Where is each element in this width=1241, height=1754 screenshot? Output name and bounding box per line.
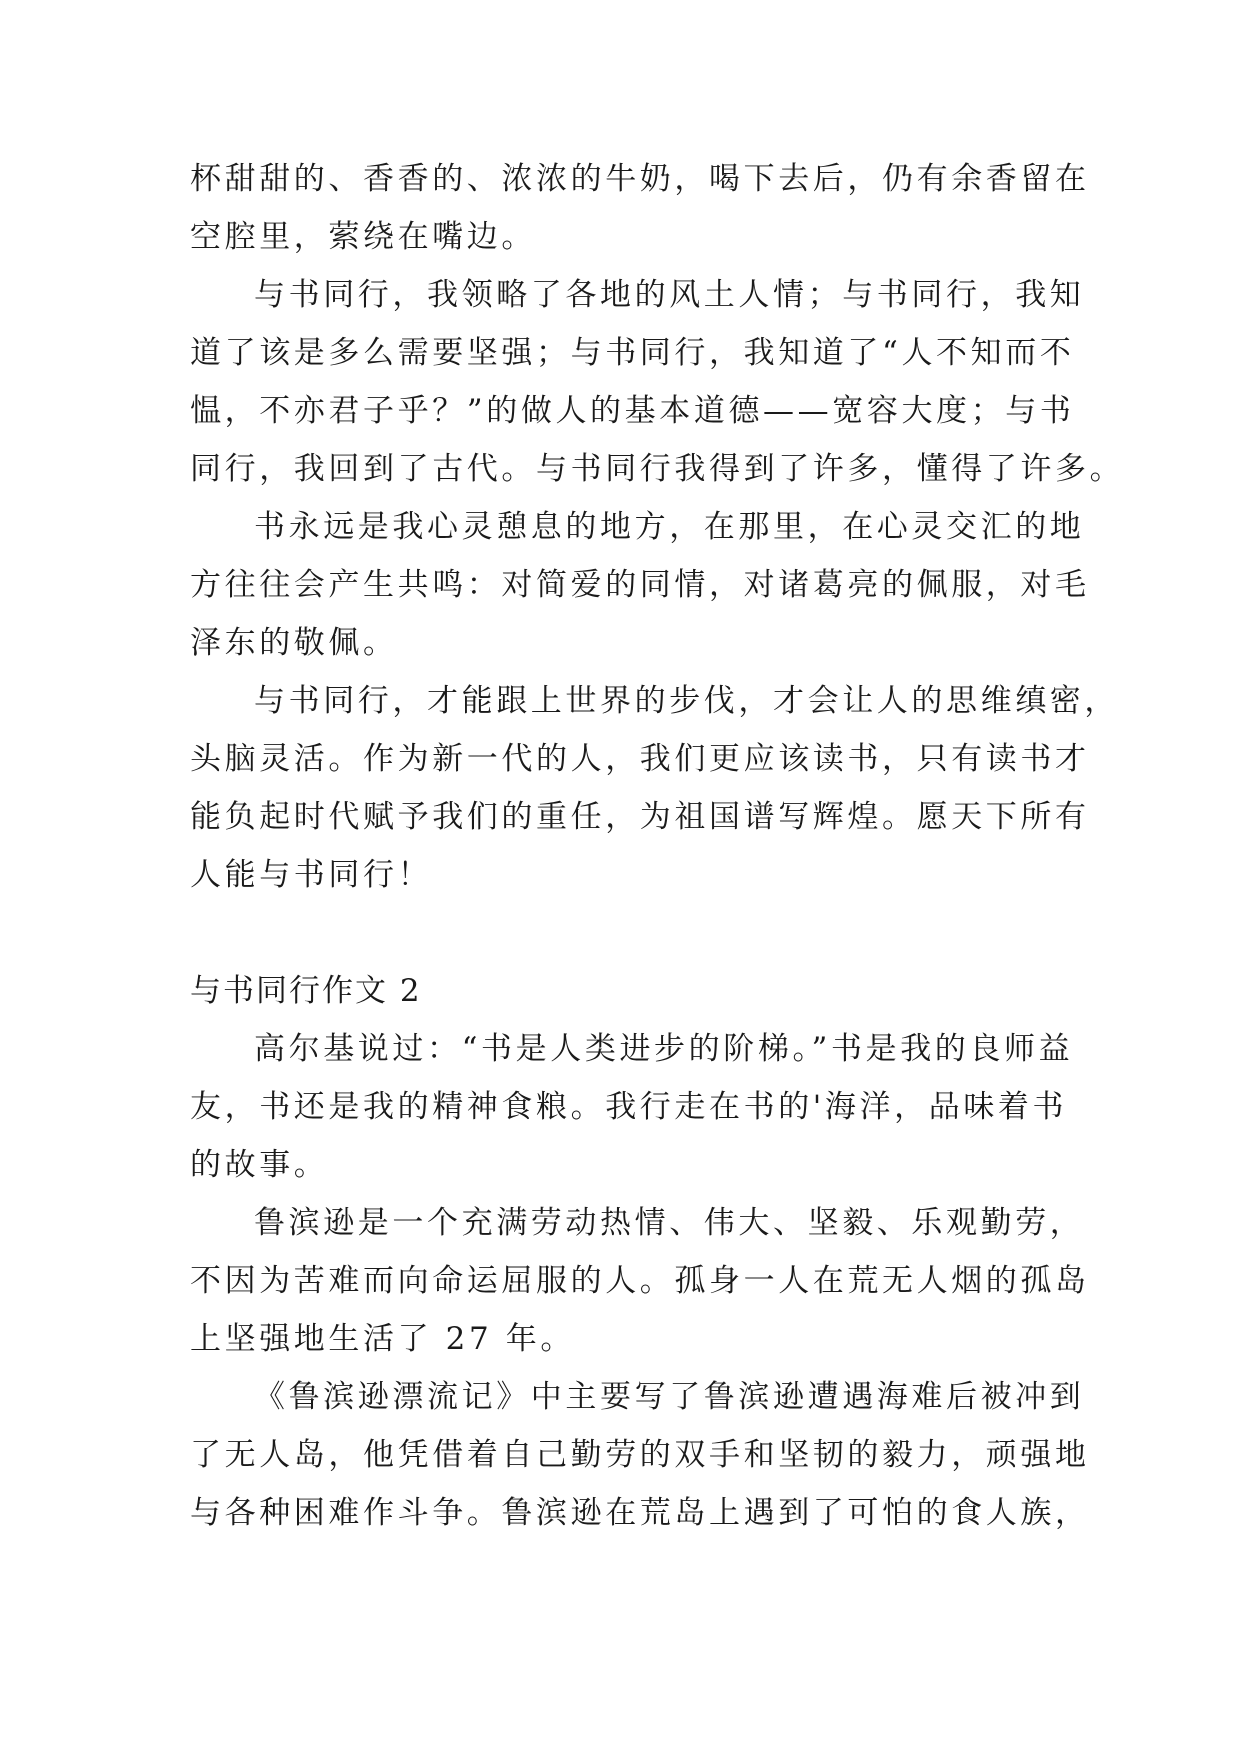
paragraph-line: 与书同行，才能跟上世界的步伐，才会让人的思维缜密，: [254, 683, 1119, 719]
section-title: 与书同行作文 2: [190, 973, 422, 1009]
paragraph-3: [190, 498, 1090, 672]
paragraph-7: [190, 1368, 1090, 1542]
document-page: [190, 150, 1125, 1542]
paragraph-line: 空腔里，萦绕在嘴边。: [190, 219, 536, 255]
paragraph-line: 愠，不亦君子乎？”的做人的基本道德——宽容大度；与书: [190, 393, 1075, 429]
paragraph-line: 的故事。: [190, 1147, 329, 1183]
paragraph-line: 同行，我回到了古代。与书同行我得到了许多，懂得了许多。: [190, 451, 1125, 487]
paragraph-6: [190, 1194, 1090, 1368]
paragraph-line: 高尔基说过：“书是人类进步的阶梯。”书是我的良师益: [254, 1031, 1074, 1067]
paragraph-line: 方往往会产生共鸣：对简爱的同情，对诸葛亮的佩服，对毛: [190, 567, 1090, 603]
paragraph-line: 《鲁滨逊漂流记》中主要写了鲁滨逊遭遇海难后被冲到: [254, 1379, 1085, 1415]
paragraph-4: [190, 672, 1119, 904]
paragraph-2: [190, 266, 1125, 498]
paragraph-line: 杯甜甜的、香香的、浓浓的牛奶，喝下去后，仍有余香留在: [190, 161, 1090, 197]
paragraph-line: 能负起时代赋予我们的重任，为祖国谱写辉煌。愿天下所有: [190, 799, 1090, 835]
section-gap: [190, 904, 1060, 962]
paragraph-line: 了无人岛，他凭借着自己勤劳的双手和坚韧的毅力，顽强地: [190, 1437, 1090, 1473]
paragraph-line: 友，书还是我的精神食粮。我行走在书的'海洋，品味着书: [190, 1089, 1068, 1125]
paragraph-5: [190, 1020, 1074, 1194]
paragraph-line: 上坚强地生活了 27 年。: [190, 1321, 575, 1357]
paragraph-line: 鲁滨逊是一个充满劳动热情、伟大、坚毅、乐观勤劳，: [254, 1205, 1085, 1241]
paragraph-1: [190, 150, 1090, 266]
paragraph-line: 书永远是我心灵憩息的地方，在那里，在心灵交汇的地: [254, 509, 1085, 545]
paragraph-line: 与书同行，我领略了各地的风土人情；与书同行，我知: [254, 277, 1085, 313]
paragraph-line: 道了该是多么需要坚强；与书同行，我知道了“人不知而不: [190, 335, 1075, 371]
paragraph-line: 不因为苦难而向命运屈服的人。孤身一人在荒无人烟的孤岛: [190, 1263, 1090, 1299]
paragraph-line: 头脑灵活。作为新一代的人，我们更应该读书，只有读书才: [190, 741, 1090, 777]
paragraph-line: 泽东的敬佩。: [190, 625, 398, 661]
paragraph-line: 与各种困难作斗争。鲁滨逊在荒岛上遇到了可怕的食人族，: [190, 1495, 1090, 1531]
paragraph-line: 人能与书同行！: [190, 857, 433, 893]
